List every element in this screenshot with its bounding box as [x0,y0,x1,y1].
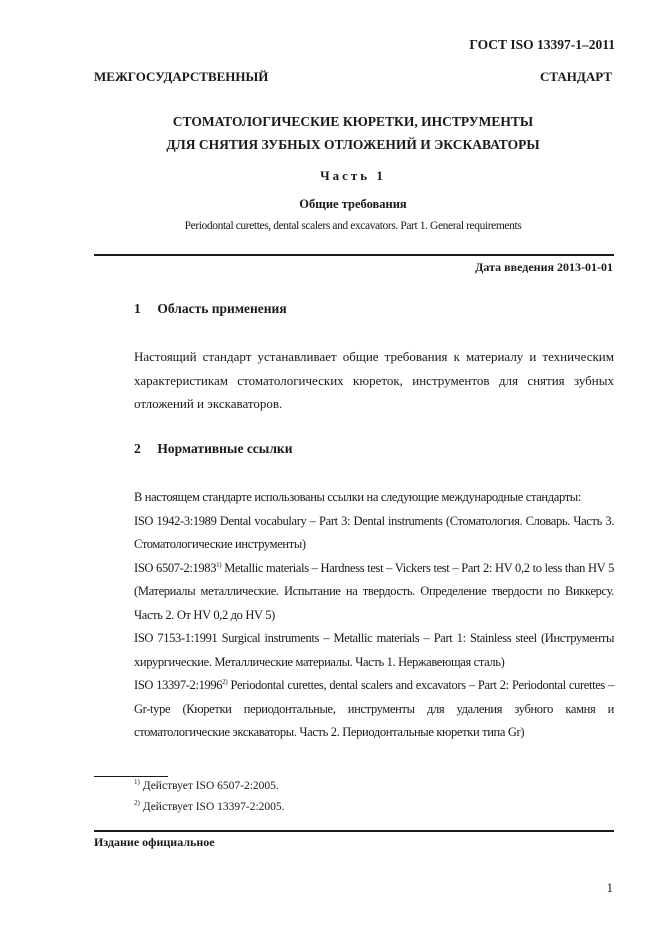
footnote-1 [134,780,279,792]
title-line-2: ДЛЯ СНЯТИЯ ЗУБНЫХ ОТЛОЖЕНИЙ И ЭКСКАВАТОРЫ [166,137,540,152]
reference-item [94,674,614,745]
intro-date: Дата введения 2013-01-01 [475,260,613,274]
section-2-body [94,486,614,745]
subtitle: Общие требования [299,197,407,211]
section-1-heading [134,301,287,317]
footnote-ref-2: 2) [222,678,228,686]
footnote-ref-1: 1) [216,560,222,569]
footnote-mark: 1) [134,778,140,786]
reference-text: Metallic materials – Hardness test – Vickers test – Part 2: HV 0,2 to less than HV 5 (Материалы металлические. Испытание на твердость. Определение твердости по Виккерсу. Часть 2. От HV 0,2 до HV 5) [134,560,614,622]
section-2-title: Нормативные ссылки [157,441,293,456]
footnote-mark: 2) [134,799,140,807]
english-title: Periodontal curettes, dental scalers and excavators. Part 1. General requirements [184,220,522,232]
references-intro: В настоящем стандарте использованы ссылки на следующие международные стандарты: [134,490,581,504]
header-divider [94,254,614,256]
edition-label: Издание официальное [94,835,215,849]
reference-item: ISO 1942-3:1989 Dental vocabulary – Part 3: Dental instruments (Стоматология. Словарь. Часть 3. Стоматологические инструменты) [134,513,614,551]
reference-code: ISO 13397-2:1996 [134,678,223,692]
reference-code: ISO 6507-2:1983 [134,560,217,575]
footer-divider [94,830,614,832]
footnote-text: Действует ISO 13397-2:2005. [139,801,285,813]
footnote-text: Действует ISO 6507-2:2005. [139,780,279,792]
reference-text: Periodontal curettes, dental scalers and excavators – Part 2: Periodontal curettes – Gr-type (Кюретки периодонтальные, инструменты для удаления зубного камня и стоматологические экскаваторы. Часть 2. Периодонтальные кюретки типа Gr) [134,678,614,739]
standard-code: ГОСТ ISO 13397-1–2011 [469,37,615,52]
reference-item [94,557,614,628]
footnote-separator [94,776,168,777]
section-2-heading [134,441,292,457]
scope-paragraph: Настоящий стандарт устанавливает общие требования к материалу и техническим характеристикам стоматологических кюреток, инструментов для снятия зубных отложений и экскаваторов. [134,349,614,411]
interstate-standard-label: МЕЖГОСУДАРСТВЕННЫЙ СТАНДАРТ [94,69,612,84]
page-number: 1 [606,880,613,895]
section-1-body [94,345,614,416]
section-2-number: 2 [134,441,141,456]
footnote-2 [134,801,285,813]
part-label: Часть 1 [320,168,386,183]
reference-item: ISO 7153-1:1991 Surgical instruments – Metallic materials – Part 1: Stainless steel (Инструменты хирургические. Металлические материалы. Часть 1. Нержавеющая сталь) [134,631,614,669]
section-1-title: Область применения [157,301,287,316]
section-1-number: 1 [134,301,141,316]
title-line-1: СТОМАТОЛОГИЧЕСКИЕ КЮРЕТКИ, ИНСТРУМЕНТЫ [172,114,534,129]
